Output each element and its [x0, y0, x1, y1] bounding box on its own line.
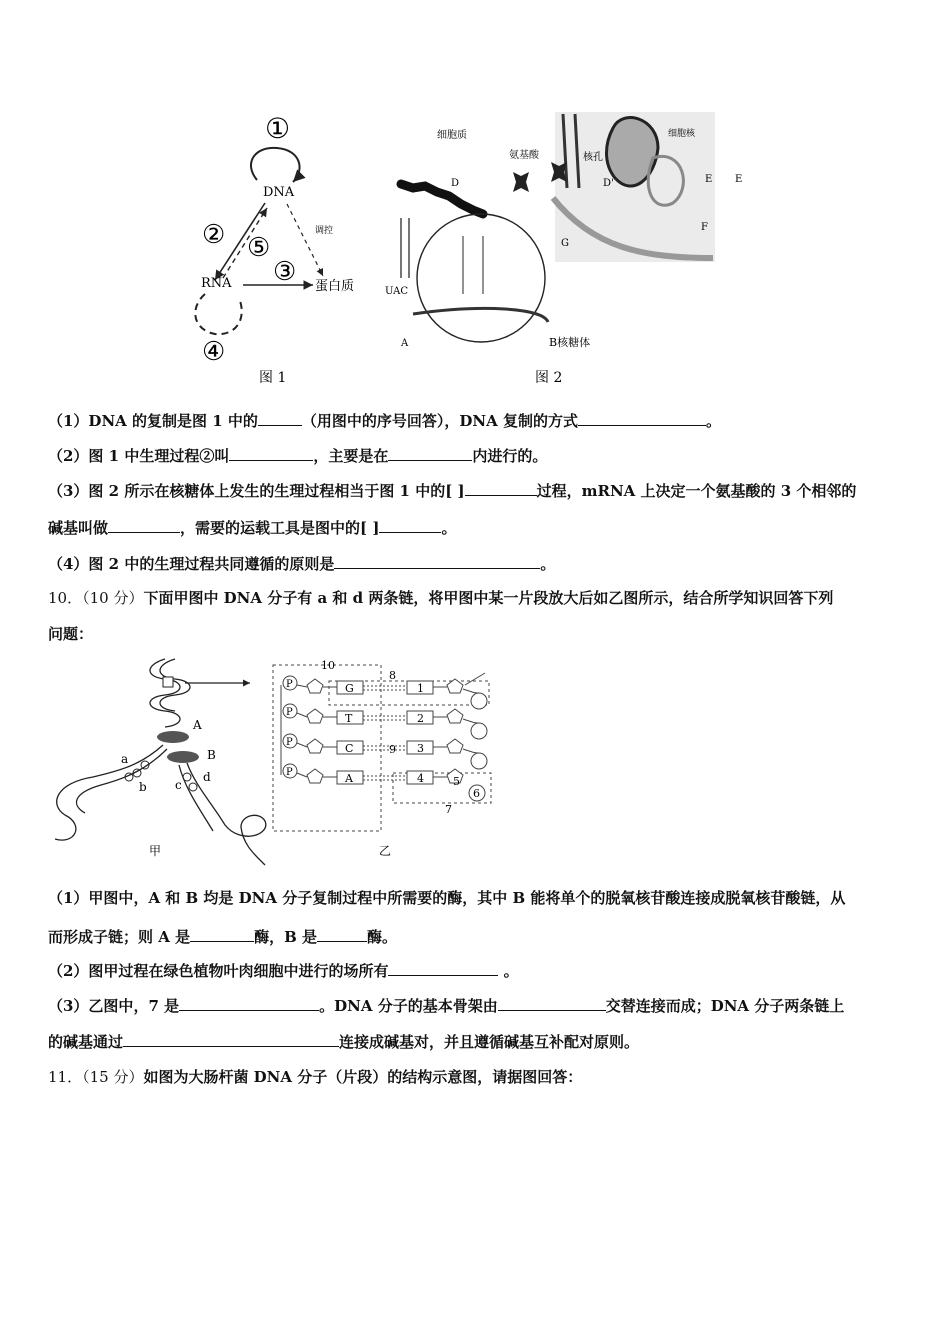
fig2-g: G: [561, 238, 569, 249]
fig3-jia: 甲: [149, 844, 162, 858]
q10-line-1: （1）甲图中，A 和 B 均是 DNA 分子复制过程中所需要的酶，其中 B 能将单个的脱氧核苷酸连接成脱氧核苷酸链，从: [48, 889, 846, 907]
q11-stem: 11．（15 分）如图为大肠杆菌 DNA 分子（片段）的结构示意图，请据图回答：: [48, 1068, 583, 1086]
fig2-caption: 图 2: [535, 370, 563, 386]
q9-line-4: 碱基叫做 ，需要的运载工具是图中的[ ] 。: [48, 519, 457, 537]
q10-blank-3[interactable]: [388, 960, 498, 976]
fig2-a: A: [401, 338, 409, 349]
q9-blank-7[interactable]: [379, 517, 441, 533]
q9-blank-8[interactable]: [334, 553, 540, 569]
fig2-d: D: [451, 178, 460, 189]
ribosome-outline: [417, 214, 545, 342]
fig2-pore: 核孔: [583, 152, 603, 163]
fig2-ribosome: B核糖体: [549, 336, 591, 349]
strand-right: [187, 763, 266, 865]
enzyme-b: [167, 751, 199, 763]
parent-dna-helix: [150, 659, 180, 727]
strand-left: [55, 745, 163, 840]
fig1-dna: DNA: [263, 185, 295, 200]
fig3-label-10: 10: [321, 659, 335, 672]
fig2-f: F: [701, 222, 708, 233]
fig3-label-A: A: [193, 718, 202, 732]
fig2-amino-acid: 氨基酸: [509, 150, 539, 161]
phosphate-4: P: [286, 767, 293, 778]
q9-blank-3[interactable]: [229, 445, 313, 461]
figure-2-translation: [383, 108, 743, 393]
q10-blank-6[interactable]: [123, 1031, 339, 1047]
base-a: A: [345, 772, 353, 785]
q10-line-2: 而形成子链；则 A 是 酶，B 是 酶。: [48, 928, 398, 946]
q10-line-3: （2）图甲过程在绿色植物叶肉细胞中进行的场所有 。: [48, 962, 519, 980]
q10-line-5: 的碱基通过 连接成碱基对，并且遵循碱基互补配对原则。: [48, 1033, 640, 1051]
fig3-label-9: 9: [389, 743, 396, 756]
fig3-label-B: B: [207, 748, 216, 762]
fig2-e-label: E: [705, 174, 713, 185]
fig1-rna: RNA: [201, 276, 232, 291]
fig1-caption: 图 1: [259, 370, 287, 386]
fig2-cytoplasm: 细胞质: [437, 130, 467, 141]
fig2-nucleus: 细胞核: [668, 129, 696, 139]
fig1-label-3: ③: [273, 257, 297, 287]
phosphate-3: P: [286, 737, 293, 748]
phosphate-2: P: [286, 707, 293, 718]
fig1-label-4: ④: [202, 337, 226, 367]
fig1-label-5: ⑤: [247, 233, 271, 263]
base-4: 4: [417, 772, 424, 785]
q10-stem-2: 问题：: [48, 625, 94, 643]
q9-blank-5[interactable]: [465, 480, 537, 496]
rna-replication-loop: [195, 294, 241, 334]
q10-blank-5[interactable]: [498, 995, 606, 1011]
base-t: T: [345, 712, 353, 725]
q10-stem-1: 10．（10 分）下面甲图中 DNA 分子有 a 和 d 两条链，将甲图中某一片段放大后如乙图所示，结合所学知识回答下列: [48, 589, 834, 607]
base-g: G: [345, 682, 354, 695]
base-c: C: [345, 742, 354, 755]
q10-blank-4[interactable]: [179, 995, 319, 1011]
fig3-label-6: 6: [473, 787, 480, 800]
fig3-label-c: c: [175, 778, 182, 792]
q9-blank-2[interactable]: [578, 410, 706, 426]
base-2: 2: [417, 712, 424, 725]
fig3-label-a: a: [121, 752, 129, 766]
fig1-label-2: ②: [202, 220, 226, 250]
q9-blank-6[interactable]: [108, 517, 180, 533]
figure-1-central-dogma: [185, 108, 365, 393]
q9-line-2: （2）图 1 中生理过程②叫 ，主要是在 内进行的。: [48, 447, 548, 465]
q9-blank-1[interactable]: [258, 410, 302, 426]
enzyme-a: [157, 731, 189, 743]
polypeptide-chain: [401, 184, 483, 214]
figure-3-dna-replication: [45, 655, 505, 865]
q10-line-4: （3）乙图中，7 是 。DNA 分子的基本骨架由 交替连接而成；DNA 分子两条链上: [48, 997, 845, 1015]
q10-blank-1[interactable]: [190, 926, 254, 942]
fig2-dprime: D': [603, 178, 614, 189]
fig1-dashed-label: 调控: [315, 226, 334, 236]
fig3-yi: 乙: [379, 844, 392, 858]
fig1-label-1: ①: [265, 112, 291, 145]
q9-line-5: （4）图 2 中的生理过程共同遵循的原则是 。: [48, 555, 556, 573]
base-1: 1: [417, 682, 424, 695]
replication-loop: [251, 148, 300, 182]
fig1-protein: 蛋白质: [315, 279, 355, 294]
fig3-label-5: 5: [453, 775, 460, 788]
fig3-label-b: b: [139, 780, 147, 794]
base-3: 3: [417, 742, 424, 755]
fig3-label-7: 7: [445, 803, 452, 816]
fig3-label-d: d: [203, 770, 211, 784]
fig3-label-8: 8: [389, 669, 396, 682]
q10-blank-2[interactable]: [317, 926, 367, 942]
q9-blank-4[interactable]: [388, 445, 472, 461]
q9-line-1: （1）DNA 的复制是图 1 中的 （用图中的序号回答），DNA 复制的方式 。: [48, 412, 722, 430]
fig2-e: E: [735, 174, 743, 185]
q9-line-3: （3）图 2 所示在核糖体上发生的生理过程相当于图 1 中的[ ] 过程，mRNA 上决定一个氨基酸的 3 个相邻的: [48, 482, 857, 500]
fig2-uac: UAC: [385, 286, 408, 297]
phosphate-1: P: [286, 679, 293, 690]
